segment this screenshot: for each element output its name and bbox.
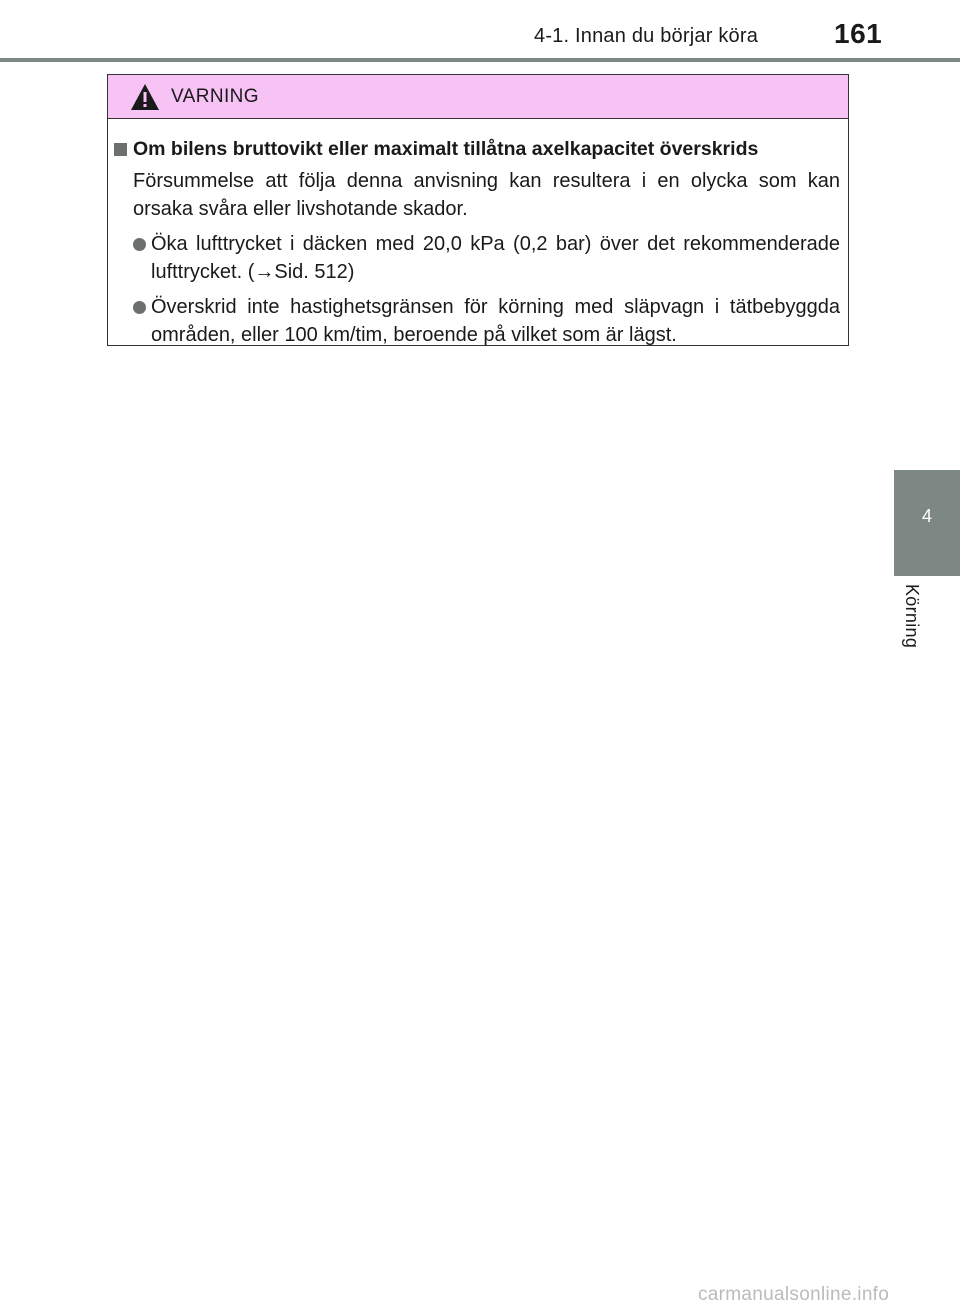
- warning-box: [107, 74, 849, 346]
- chapter-number: 4: [921, 506, 932, 526]
- page-number: 161: [834, 18, 883, 49]
- square-bullet-icon: [114, 143, 127, 156]
- warning-heading-text: Om bilens bruttovikt eller maximalt tillåtna axelkapacitet överskrids: [133, 138, 759, 160]
- chapter-label: Körning: [902, 584, 922, 649]
- warning-header: [108, 75, 848, 119]
- list-item-text: Öka lufttrycket i däcken med 20,0 kPa (0,2 bar) över det rekommenderade lufttrycket. (→Sid. 512): [151, 233, 840, 283]
- warning-heading: [114, 135, 840, 163]
- warning-title: VARNING: [171, 86, 259, 107]
- list-item-text: Överskrid inte hastighetsgränsen för körning med släpvagn i tätbebyggda områden, eller 100 km/tim, beroende på vilket som är lägst.: [151, 296, 840, 346]
- header-divider: [0, 58, 960, 62]
- warning-body: [108, 119, 848, 349]
- section-title: 4-1. Innan du börjar köra: [534, 25, 759, 47]
- warning-triangle-icon: [130, 83, 160, 111]
- chapter-tab[interactable]: [894, 470, 960, 576]
- warning-paragraph: Försummelse att följa denna anvisning kan resultera i en olycka som kan orsaka svåra eller livshotande skador.: [133, 170, 840, 220]
- round-bullet-icon: [133, 238, 146, 251]
- list-item: [133, 230, 840, 286]
- watermark: carmanualsonline.info: [698, 1284, 890, 1305]
- round-bullet-icon: [133, 301, 146, 314]
- list-item: [133, 293, 840, 349]
